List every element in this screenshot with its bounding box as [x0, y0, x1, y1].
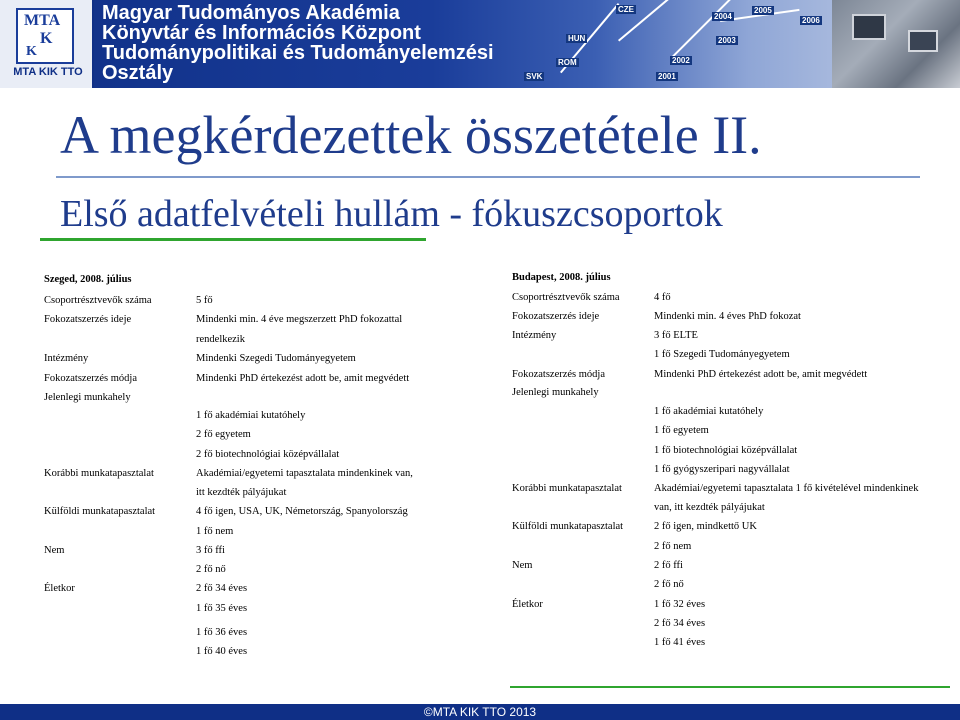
- right-value: 2 fő 34 éves: [654, 618, 706, 629]
- left-value: itt kezdték pályájukat: [196, 487, 287, 498]
- right-value: 2 fő nem: [654, 541, 692, 552]
- left-value: 1 fő 35 éves: [196, 603, 248, 614]
- left-label-age: Életkor: [44, 583, 75, 594]
- left-value: 1 fő akadémiai kutatóhely: [196, 410, 306, 421]
- left-heading: Szeged, 2008. július: [44, 274, 132, 285]
- timeline-label: 2005: [754, 6, 772, 15]
- right-label-degree-mode: Fokozatszerzés módja: [512, 369, 606, 380]
- right-value: 3 fő ELTE: [654, 330, 698, 341]
- header-photo: [832, 0, 960, 88]
- timeline-label: CZE: [618, 5, 634, 14]
- left-label-institution: Intézmény: [44, 353, 89, 364]
- subtitle-underline: [40, 238, 426, 241]
- institution-line: Tudománypolitikai és Tudományelemzési: [102, 42, 494, 64]
- left-label-degree-time: Fokozatszerzés ideje: [44, 314, 132, 325]
- logo-letter: K: [40, 30, 53, 47]
- timeline-label: 2006: [802, 16, 820, 25]
- left-value: 2 fő 34 éves: [196, 583, 248, 594]
- right-label-institution: Intézmény: [512, 330, 557, 341]
- right-value: 4 fő: [654, 292, 671, 303]
- left-label-count: Csoportrésztvevők száma: [44, 295, 152, 306]
- left-value: 5 fő: [196, 295, 213, 306]
- logo-emblem: [16, 8, 74, 64]
- institution-line: Könyvtár és Információs Központ: [102, 22, 421, 44]
- logo-caption: MTA KIK TTO: [13, 66, 83, 78]
- left-value: Akadémiai/egyetemi tapasztalata mindenkinek van,: [196, 468, 413, 479]
- footer-copyright: ©MTA KIK TTO 2013: [423, 705, 537, 719]
- right-label-count: Csoportrésztvevők száma: [512, 292, 620, 303]
- footer-bar: [0, 704, 960, 720]
- right-label-degree-time: Fokozatszerzés ideje: [512, 311, 600, 322]
- right-label-workplace: Jelenlegi munkahely: [512, 387, 599, 398]
- right-value: 1 fő biotechnológiai középvállalat: [654, 445, 798, 456]
- left-value: Mindenki Szegedi Tudományegyetem: [196, 353, 356, 364]
- left-label-prev-work: Korábbi munkatapasztalat: [44, 468, 154, 479]
- left-value: 2 fő biotechnológiai középvállalat: [196, 449, 340, 460]
- header-banner: [0, 0, 960, 88]
- left-label-gender: Nem: [44, 545, 65, 556]
- right-value: 1 fő Szegedi Tudományegyetem: [654, 349, 790, 360]
- timeline-label: SVK: [526, 72, 543, 81]
- timeline-label: HUN: [568, 34, 586, 43]
- left-value: rendelkezik: [196, 334, 245, 345]
- right-value: Akadémiai/egyetemi tapasztalata 1 fő kivételével mindenkinek: [654, 483, 919, 494]
- divider: [56, 176, 920, 178]
- left-value: 1 fő 36 éves: [196, 627, 248, 638]
- timeline-label: 2003: [718, 36, 736, 45]
- right-label-gender: Nem: [512, 560, 533, 571]
- right-value: van, itt kezdték pályájukat: [654, 502, 765, 513]
- right-value: 1 fő gyógyszeripari nagyvállalat: [654, 464, 790, 475]
- left-value: 1 fő 40 éves: [196, 646, 248, 657]
- right-label-prev-work: Korábbi munkatapasztalat: [512, 483, 622, 494]
- right-value: 2 fő nő: [654, 579, 684, 590]
- right-label-abroad: Külföldi munkatapasztalat: [512, 521, 624, 532]
- left-value: 3 fő ffi: [196, 545, 225, 556]
- left-value: 4 fő igen, USA, UK, Németország, Spanyolország: [196, 506, 408, 517]
- right-value: Mindenki min. 4 éves PhD fokozat: [654, 311, 801, 322]
- timeline-label: ROM: [558, 58, 577, 67]
- right-value: 1 fő 41 éves: [654, 637, 706, 648]
- right-value: 1 fő akadémiai kutatóhely: [654, 406, 764, 417]
- left-label-abroad: Külföldi munkatapasztalat: [44, 506, 156, 517]
- right-value: Mindenki PhD értekezést adott be, amit megvédett: [654, 369, 868, 380]
- right-heading: Budapest, 2008. július: [512, 272, 611, 283]
- institution-line: Magyar Tudományos Akadémia: [102, 2, 400, 24]
- page-subtitle: Első adatfelvételi hullám - fókuszcsoportok: [60, 193, 723, 235]
- institution-name: [102, 3, 494, 83]
- left-value: 1 fő nem: [196, 526, 234, 537]
- right-value: 2 fő igen, mindkettő UK: [654, 521, 757, 532]
- left-label-degree-mode: Fokozatszerzés módja: [44, 373, 138, 384]
- monitor-icon: [908, 30, 938, 52]
- institution-line: Osztály: [102, 62, 174, 84]
- logo-letter: K: [26, 44, 37, 59]
- left-value: 2 fő nő: [196, 564, 226, 575]
- right-value: 1 fő 32 éves: [654, 599, 706, 610]
- left-value: 2 fő egyetem: [196, 429, 251, 440]
- page-title: A megkérdezettek összetétele II.: [60, 105, 762, 165]
- left-value: Mindenki min. 4 éve megszerzett PhD fokozattal: [196, 314, 403, 325]
- monitor-icon: [852, 14, 886, 40]
- right-value: 2 fő ffi: [654, 560, 683, 571]
- logo-letter: MTA: [24, 12, 61, 29]
- left-label-workplace: Jelenlegi munkahely: [44, 392, 131, 403]
- mta-kik-logo: [0, 0, 94, 88]
- right-value: 1 fő egyetem: [654, 425, 709, 436]
- timeline-label: 2001: [658, 72, 676, 81]
- right-label-age: Életkor: [512, 599, 543, 610]
- timeline-label: 2002: [672, 56, 690, 65]
- timeline-label: 2004: [714, 12, 732, 21]
- bottom-divider: [510, 686, 950, 688]
- left-value: Mindenki PhD értekezést adott be, amit megvédett: [196, 373, 410, 384]
